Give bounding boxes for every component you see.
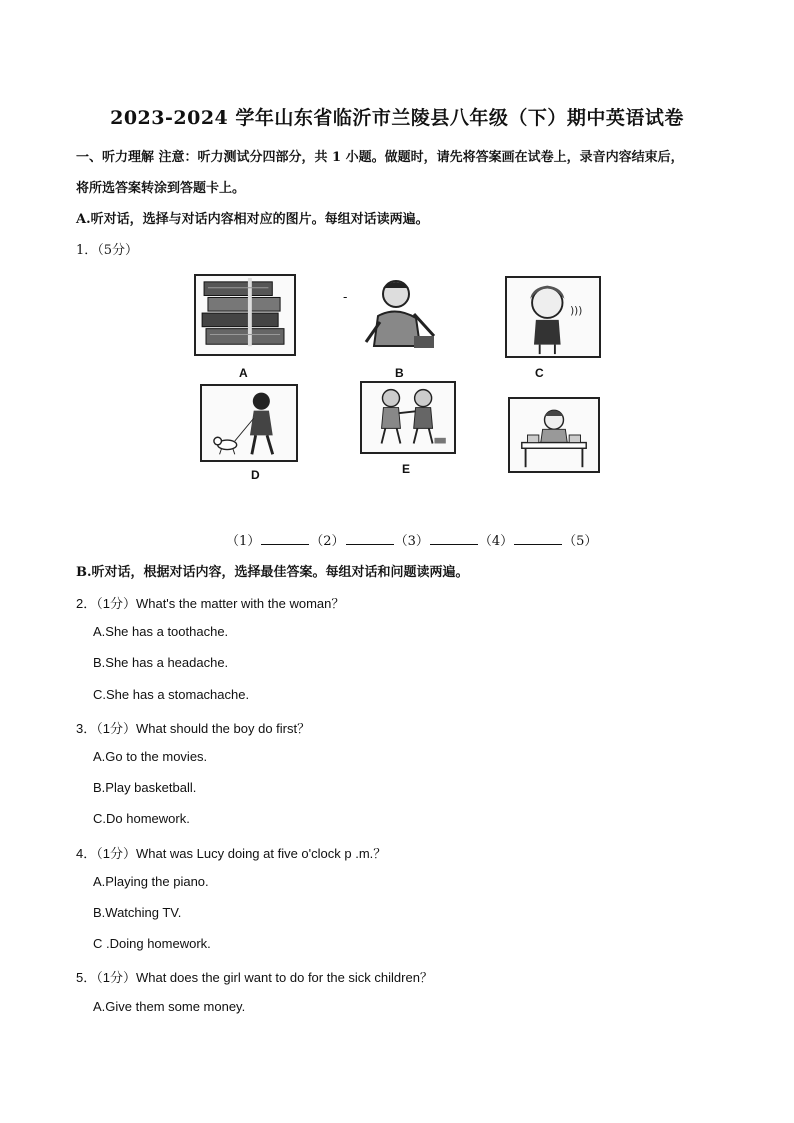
answer-blank-3[interactable]	[430, 533, 478, 545]
question-3-stem: 3．（1分）What should the boy do first？	[76, 721, 311, 736]
picture-a	[194, 274, 296, 356]
question-5-stem: 5．（1分）What does the girl want to do for the sick children？	[76, 970, 433, 985]
question-5-option-a[interactable]: A.Give them some money.	[93, 999, 246, 1014]
blank-label-5: （5）	[563, 534, 598, 549]
partB-instruction: B.听对话，根据对话内容，选择最佳答案。每组对话和问题读两遍。	[76, 565, 469, 580]
question-3-option-c[interactable]: C.Do homework.	[93, 811, 190, 826]
girl-walking-dog-icon	[202, 386, 296, 460]
books-stack-icon	[196, 276, 294, 354]
picture-e-label: E	[402, 462, 411, 476]
picture-d-label: D	[251, 468, 260, 482]
picture-c-label: C	[535, 366, 544, 380]
question-4-option-b[interactable]: B.Watching TV.	[93, 905, 182, 920]
question-2-option-c[interactable]: C.She has a stomachache.	[93, 687, 250, 702]
section1-line1: 一、听力理解 注意：听力测试分四部分，共 1 小题。做题时，请先将答案画在试卷上，录音内容结束后，	[76, 150, 684, 165]
answer-blanks-row	[226, 530, 597, 549]
boys-fighting-icon	[362, 383, 454, 452]
answer-blank-1[interactable]	[261, 533, 309, 545]
page-title: 2023-2024 学年山东省临沂市兰陵县八年级（下）期中英语试卷	[110, 107, 684, 129]
girl-at-desk-icon	[510, 399, 598, 471]
question-1-stem: 1．（5分）	[76, 243, 139, 258]
picture-b	[356, 276, 442, 358]
question-4-option-c[interactable]: C .Doing homework.	[93, 936, 211, 951]
blank-label-4: （4）	[478, 534, 514, 549]
picture-e	[360, 381, 456, 454]
coughing-girl-icon	[507, 278, 599, 356]
question-2-stem: 2．（1分）What's the matter with the woman？	[76, 596, 345, 611]
hurt-boy-icon	[356, 276, 442, 358]
answer-blank-4[interactable]	[514, 533, 562, 545]
picture-c	[505, 276, 601, 358]
blank-label-3: （3）	[394, 534, 429, 549]
question-3-option-b[interactable]: B.Play basketball.	[93, 780, 197, 795]
picture-d	[200, 384, 298, 462]
svg-text:))): )))	[570, 305, 583, 318]
question-2-option-a[interactable]: A.She has a toothache.	[93, 624, 229, 639]
picture-f	[508, 397, 600, 473]
picture-b-label: B	[395, 366, 404, 380]
question-2-option-b[interactable]: B.She has a headache.	[93, 655, 229, 670]
picture-a-label: A	[239, 366, 248, 380]
question-4-option-a[interactable]: A.Playing the piano.	[93, 874, 209, 889]
question-3-option-a[interactable]: A.Go to the movies.	[93, 749, 208, 764]
blank-label-1: （1）	[226, 534, 261, 549]
partA-instruction: A.听对话，选择与对话内容相对应的图片。每组对话读两遍。	[76, 212, 429, 227]
section1-line2: 将所选答案转涂到答题卡上。	[76, 181, 246, 196]
question-4-stem: 4．（1分）What was Lucy doing at five o'clock p .m.？	[76, 846, 387, 861]
dash-mark: -	[343, 290, 348, 305]
answer-blank-2[interactable]	[346, 533, 394, 545]
blank-label-2: （2）	[310, 534, 345, 549]
